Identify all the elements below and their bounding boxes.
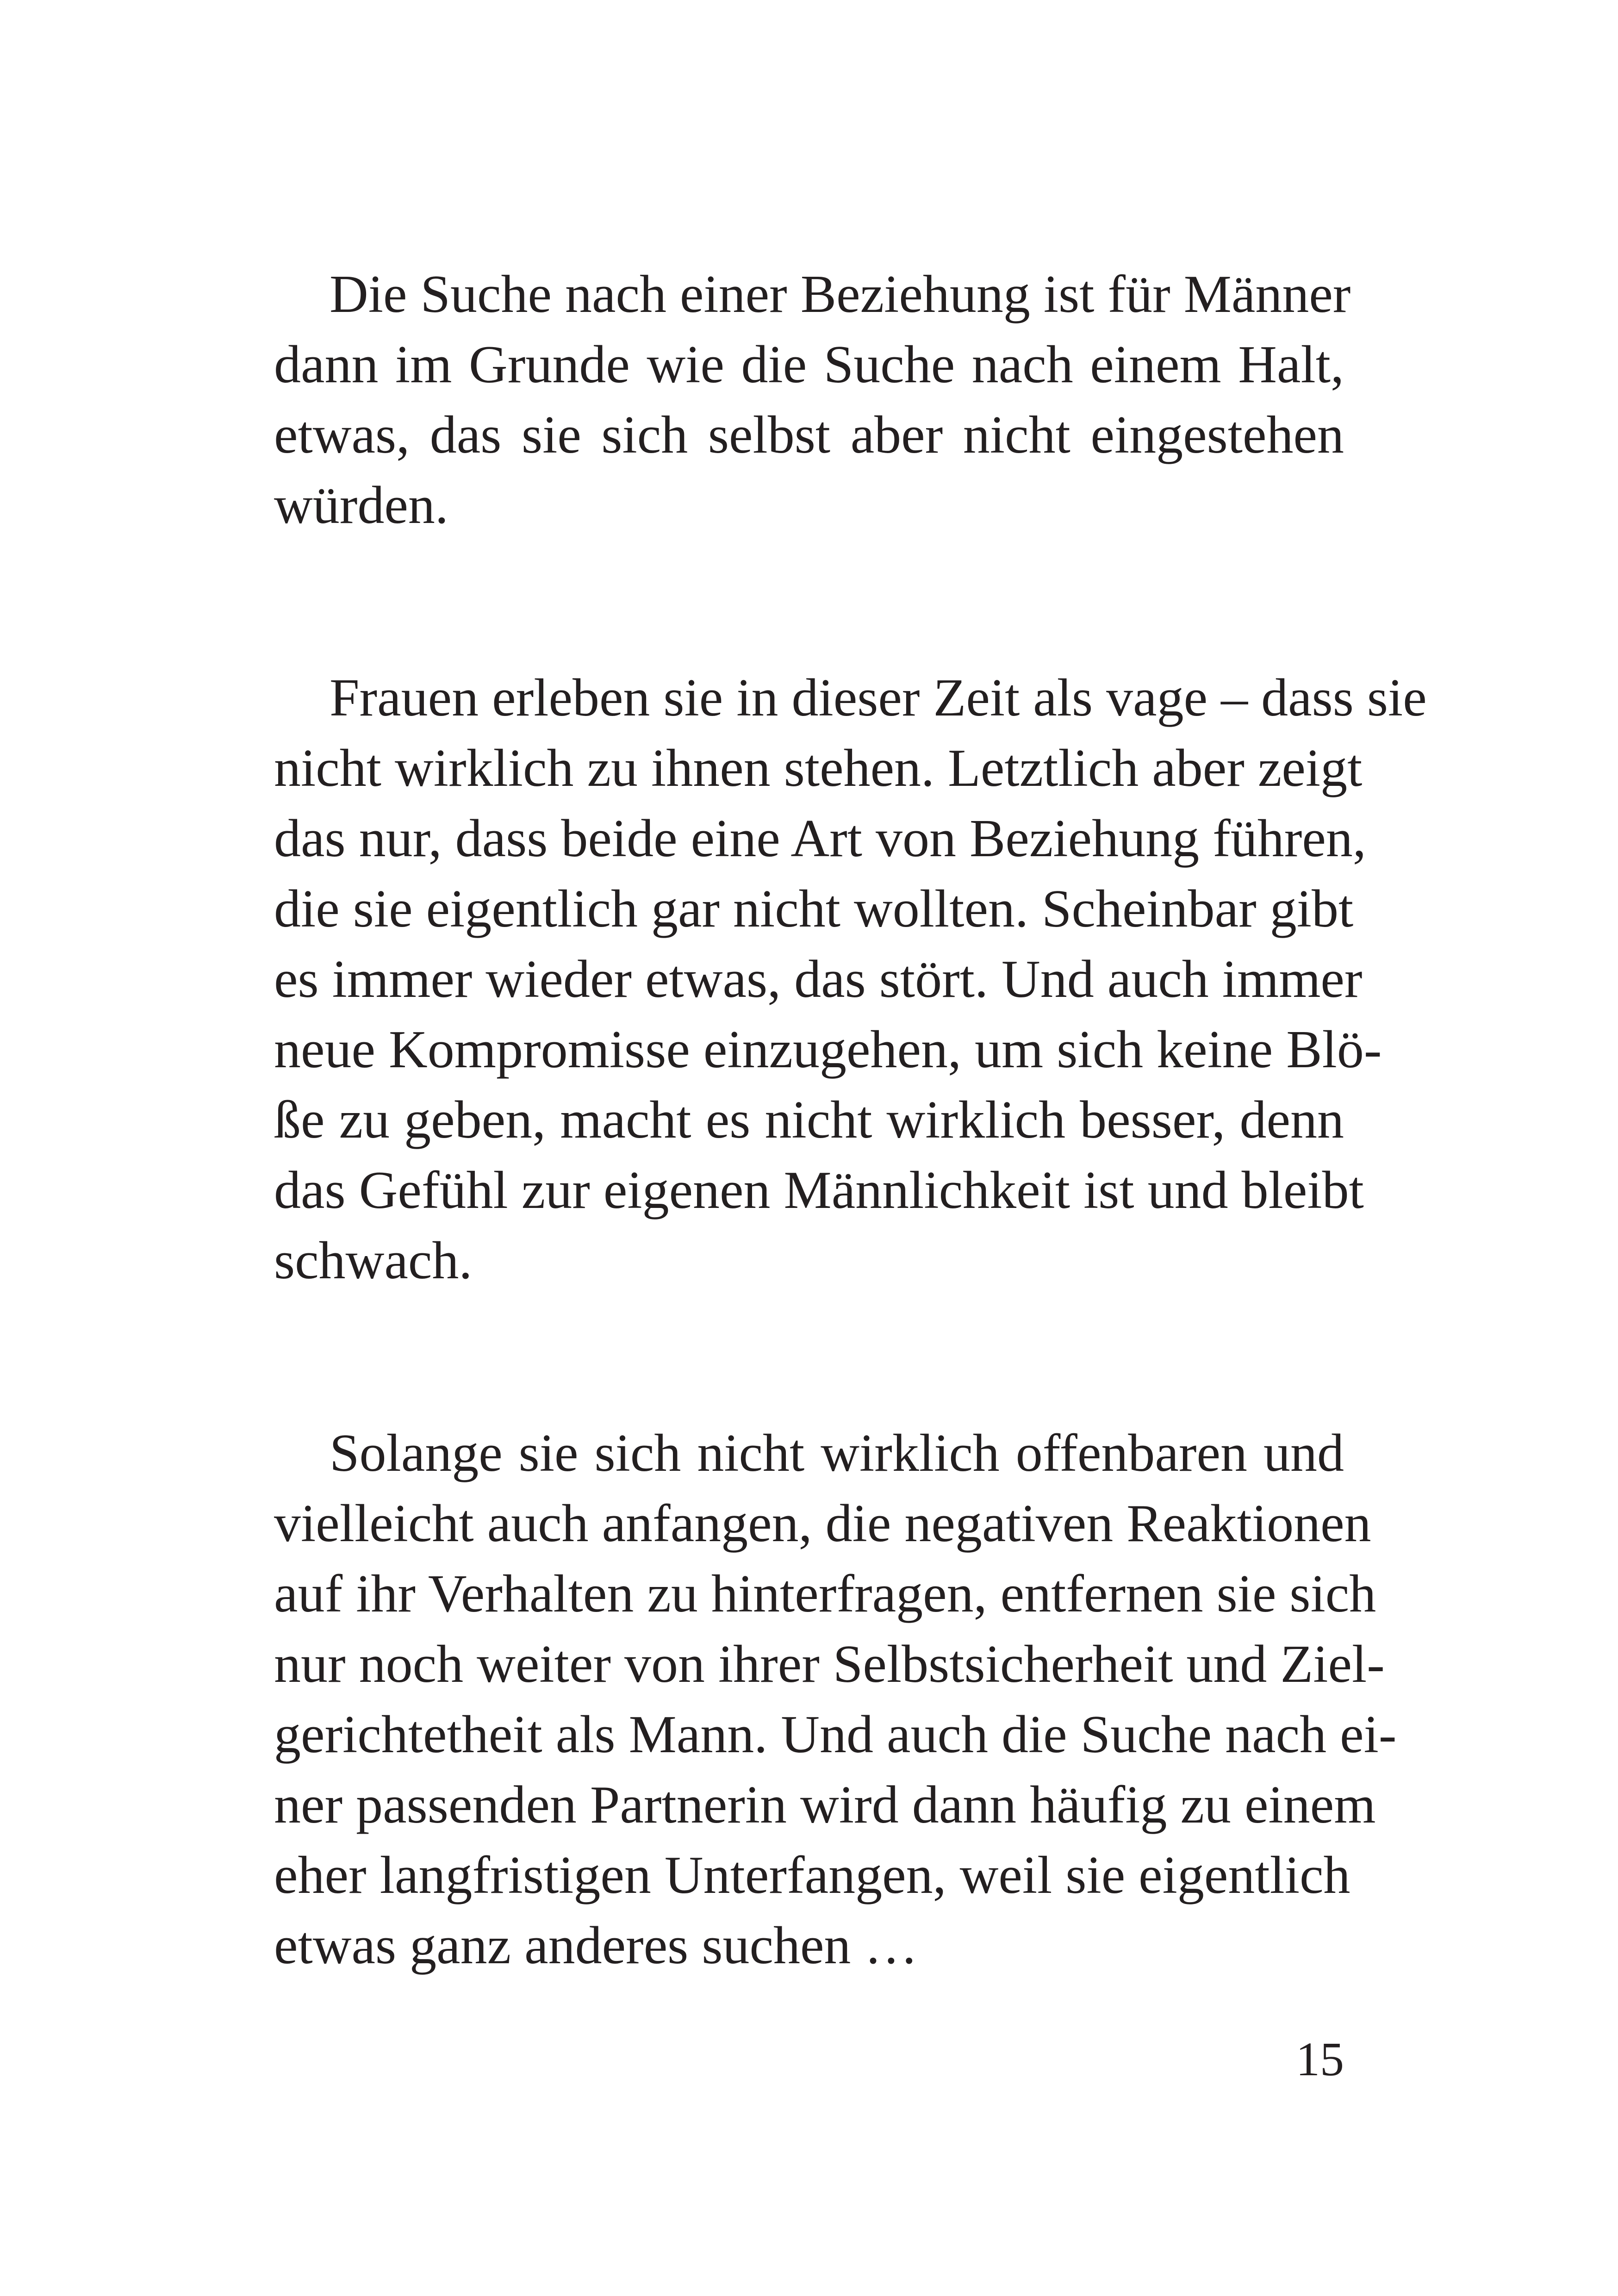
text-line: Die Suche nach einer Beziehung ist für Männer xyxy=(330,265,1351,324)
text-line: dann im Grunde wie die Suche nach einem Halt, xyxy=(274,335,1344,394)
text-line: es immer wieder etwas, das stört. Und auch immer xyxy=(274,950,1363,1009)
text-line: würden. xyxy=(274,476,448,535)
text-line: schwach. xyxy=(274,1231,473,1290)
text-line: nur noch weiter von ihrer Selbstsicherheit und Ziel- xyxy=(274,1635,1385,1694)
text-line: gerichtetheit als Mann. Und auch die Suche nach ei- xyxy=(274,1705,1397,1764)
paragraph-spacer xyxy=(274,1296,1344,1418)
text-line: neue Kompromisse einzugehen, um sich keine Blö- xyxy=(274,1020,1382,1079)
paragraph-spacer xyxy=(274,541,1344,663)
text-line: vielleicht auch anfangen, die negativen Reaktionen xyxy=(274,1494,1371,1553)
text-line: Frauen erleben sie in dieser Zeit als vage – dass sie xyxy=(330,668,1427,728)
paragraph-1 xyxy=(274,259,1351,541)
text-line: nicht wirklich zu ihnen stehen. Letztlich aber zeigt xyxy=(274,739,1363,798)
text-line: die sie eigentlich gar nicht wollten. Scheinbar gibt xyxy=(274,879,1354,939)
page-number: 15 xyxy=(1296,2033,1344,2086)
text-line: eher langfristigen Unterfangen, weil sie eigentlich xyxy=(274,1846,1350,1905)
paragraph-3 xyxy=(274,1418,1397,1981)
text-line: ße zu geben, macht es nicht wirklich besser, denn xyxy=(274,1090,1344,1150)
text-line: etwas ganz anderes suchen … xyxy=(274,1916,918,1975)
paragraph-2 xyxy=(274,663,1427,1296)
text-line: Solange sie sich nicht wirklich offenbaren und xyxy=(330,1424,1344,1483)
body-text xyxy=(274,259,1427,1981)
text-line: etwas, das sie sich selbst aber nicht eingestehen xyxy=(274,405,1344,465)
text-line: ner passenden Partnerin wird dann häufig zu einem xyxy=(274,1775,1376,1835)
text-line: das Gefühl zur eigenen Männlichkeit ist und bleibt xyxy=(274,1161,1364,1220)
text-line: das nur, dass beide eine Art von Beziehung führen, xyxy=(274,809,1366,868)
text-line: auf ihr Verhalten zu hinterfragen, entfernen sie sich xyxy=(274,1564,1376,1624)
